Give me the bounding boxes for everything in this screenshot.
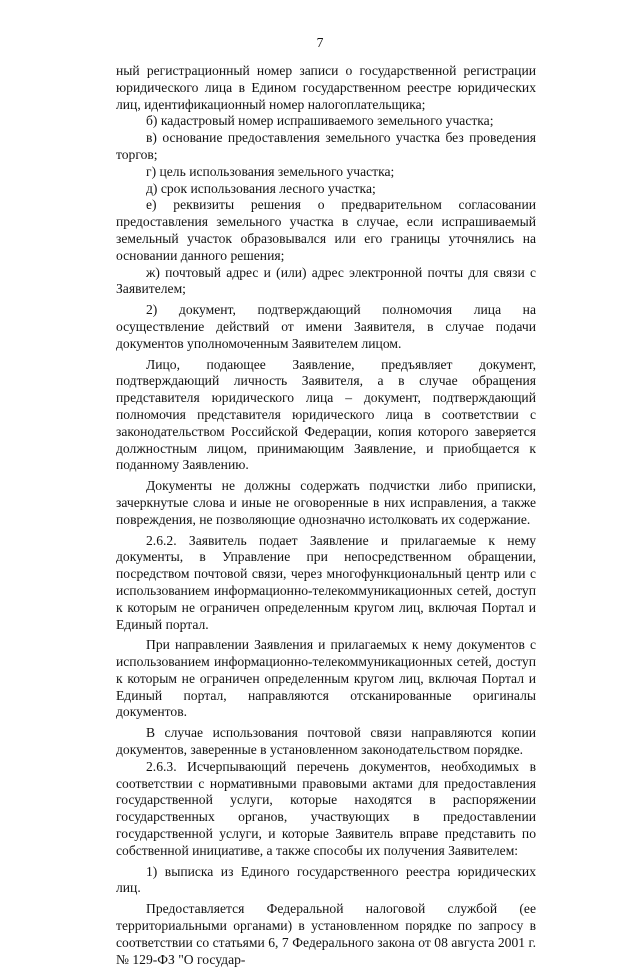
paragraph: б) кадастровый номер испрашиваемого земельного участка; <box>146 113 494 129</box>
paragraph: ж) почтовый адрес и (или) адрес электронной почты для связи с Заявителем; <box>116 264 536 297</box>
paragraph: Лицо, подающее Заявление, предъявляет документ, подтверждающий личность Заявителя, а в случае обращения представителя юридического лица – документ, подтверждающий полномочия представителя юридического лица в соответствии с законодательством Российской Федерации, копия которого заверяется должностным лицом, принимающим Заявление, и приобщается к поданному Заявлению. <box>116 356 536 473</box>
page-number: 7 <box>316 35 324 50</box>
document-body <box>116 63 536 968</box>
paragraph: 2) документ, подтверждающий полномочия лица на осуществление действий от имени Заявителя, в случае подачи документов уполномоченным Заявителем лицом. <box>116 302 536 351</box>
paragraph: 1) выписка из Единого государственного реестра юридических лиц. <box>116 863 536 896</box>
paragraph: е) реквизиты решения о предварительном согласовании предоставления земельного участка в случае, если испрашиваемый земельный участок образовывался или его границы уточнялись на основании данного решения; <box>116 197 536 263</box>
paragraph: ный регистрационный номер записи о государственной регистрации юридического лица в Едином государственном реестре юридических лиц, идентификационный номер налогоплательщика; <box>116 63 536 112</box>
paragraph: д) срок использования лесного участка; <box>146 180 376 196</box>
paragraph: В случае использования почтовой связи направляются копии документов, заверенные в установленном законодательством порядке. <box>116 725 536 758</box>
paragraph: г) цель использования земельного участка; <box>146 163 395 179</box>
paragraph: При направлении Заявления и прилагаемых к нему документов с использованием информационно-телекоммуникационных сетей, доступ к которым не ограничен определенным кругом лиц, включая Портал и Единый портал, направляются отсканированные оригиналы документов. <box>116 637 536 720</box>
paragraph: 2.6.2. Заявитель подает Заявление и прилагаемые к нему документы, в Управление при непосредственном обращении, посредством почтовой связи, через многофункциональный центр или с использованием информационно-телекоммуникационных сетей, доступ к которым не ограничен определенным кругом лиц, включая Портал и Единый портал. <box>116 532 536 632</box>
paragraph: в) основание предоставления земельного участка без проведения торгов; <box>116 130 536 162</box>
paragraph: Предоставляется Федеральной налоговой службой (ее территориальными органами) в установленном порядке по запросу в соответствии со статьями 6, 7 Федерального закона от 08 августа 2001 г. № 129-ФЗ "О государ- <box>116 901 536 967</box>
paragraph: Документы не должны содержать подчистки либо приписки, зачеркнутые слова и иные не оговоренные в них исправления, а также повреждения, не позволяющие однозначно истолковать их содержание. <box>116 478 536 527</box>
paragraph: 2.6.3. Исчерпывающий перечень документов, необходимых в соответствии с нормативными правовыми актами для предоставления государственной услуги, которые находятся в распоряжении государственных органов, участвующих в предоставлении государственной услуги, и которые Заявитель вправе представить по собственной инициативе, а также способы их получения Заявителем: <box>116 758 536 858</box>
